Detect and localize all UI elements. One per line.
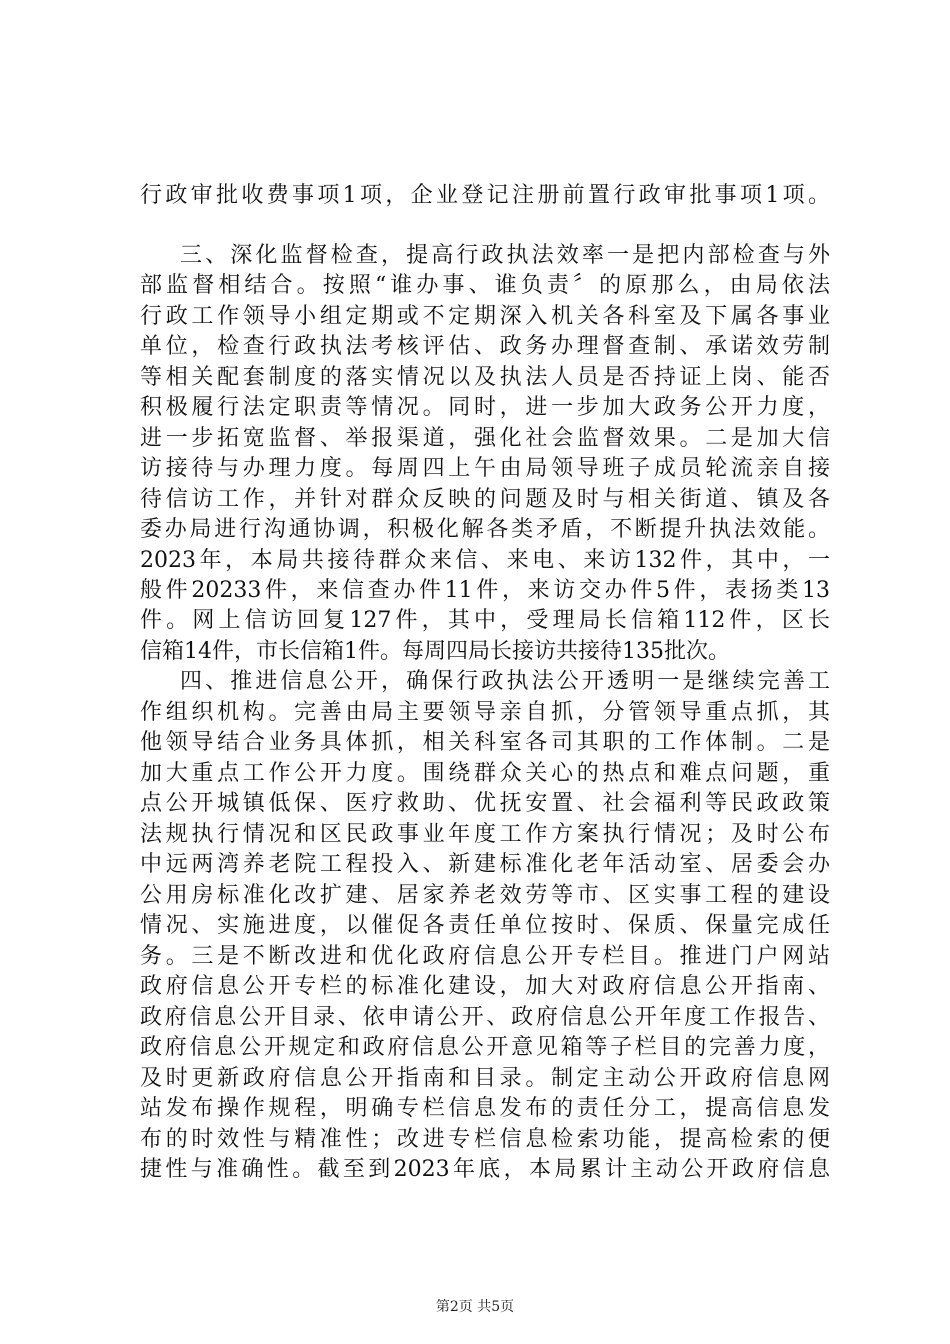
text-line: 委办局进行沟通协调，积极化解各类矛盾，不断提升执法效能。 [140,517,830,542]
text-line: 点公开城镇低保、医疗救助、优抚安置、社会福利等民政政策 [140,791,830,816]
text-line: 政府信息公开规定和政府信息公开意见箱等子栏目的完善力度， [140,1035,830,1060]
text-line: 情况、实施进度，以催促各责任单位按时、保质、保量完成任 [140,913,830,938]
text-line: 件。网上信访回复127件，其中，受理局长信箱112件，区长 [140,608,830,633]
text-line: 三、深化监督检查，提高行政执法效率一是把内部检查与外 [180,243,830,268]
text-line: 行政审批收费事项1项，企业登记注册前置行政审批事项1项。 [140,183,830,208]
text-line: 法规执行情况和区民政事业年度工作方案执行情况；及时公布 [140,822,830,847]
text-line: 四、推进信息公开，确保行政执法公开透明一是继续完善工 [180,669,830,694]
text-line: 政府信息公开专栏的标准化建设，加大对政府信息公开指南、 [140,974,830,999]
text-line: 作组织机构。完善由局主要领导亲自抓，分管领导重点抓，其 [140,700,830,725]
text-line: 等相关配套制度的落实情况以及执法人员是否持证上岗、能否 [140,365,830,390]
text-line: 访接待与办理力度。每周四上午由局领导班子成员轮流亲自接 [140,456,830,481]
text-line: 单位，检查行政执法考核评估、政务办理督查制、承诺效劳制 [140,334,830,359]
text-line: 部监督相结合。按照“谁办事、谁负责〞的原那么，由局依法 [140,273,830,298]
text-line: 行政工作领导小组定期或不定期深入机关各科室及下属各事业 [140,304,830,329]
page-number-footer: 第2页 共5页 [435,1299,515,1315]
text-line: 公用房标准化改扩建、居家养老效劳等市、区实事工程的建设 [140,883,830,908]
text-line: 站发布操作规程，明确专栏信息发布的责任分工，提高信息发 [140,1096,830,1121]
text-line: 般件20233件，来信查办件11件，来访交办件5件，表扬类13 [140,578,830,603]
text-line: 进一步拓宽监督、举报渠道，强化社会监督效果。二是加大信 [140,426,830,451]
text-line: 信箱14件，市长信箱1件。每周四局长接访共接待135批次。 [140,639,730,664]
text-line: 加大重点工作公开力度。围绕群众关心的热点和难点问题，重 [140,761,830,786]
text-line: 积极履行法定职责等情况。同时，进一步加大政务公开力度， [140,395,830,420]
text-line: 他领导结合业务具体抓，相关科室各司其职的工作体制。二是 [140,730,830,755]
text-line: 政府信息公开目录、依申请公开、政府信息公开年度工作报告、 [140,1005,830,1030]
text-line: 中远两湾养老院工程投入、新建标准化老年活动室、居委会办 [140,852,830,877]
text-line: 及时更新政府信息公开指南和目录。制定主动公开政府信息网 [140,1066,830,1091]
text-line: 务。三是不断改进和优化政府信息公开专栏目。推进门户网站 [140,944,830,969]
text-line: 2023年，本局共接待群众来信、来电、来访132件，其中，一 [140,548,830,573]
text-line: 布的时效性与精准性；改进专栏信息检索功能，提高检索的便 [140,1127,830,1152]
text-line: 捷性与准确性。截至到2023年底，本局累计主动公开政府信息 [140,1157,830,1182]
text-line: 待信访工作，并针对群众反映的问题及时与相关街道、镇及各 [140,487,830,512]
